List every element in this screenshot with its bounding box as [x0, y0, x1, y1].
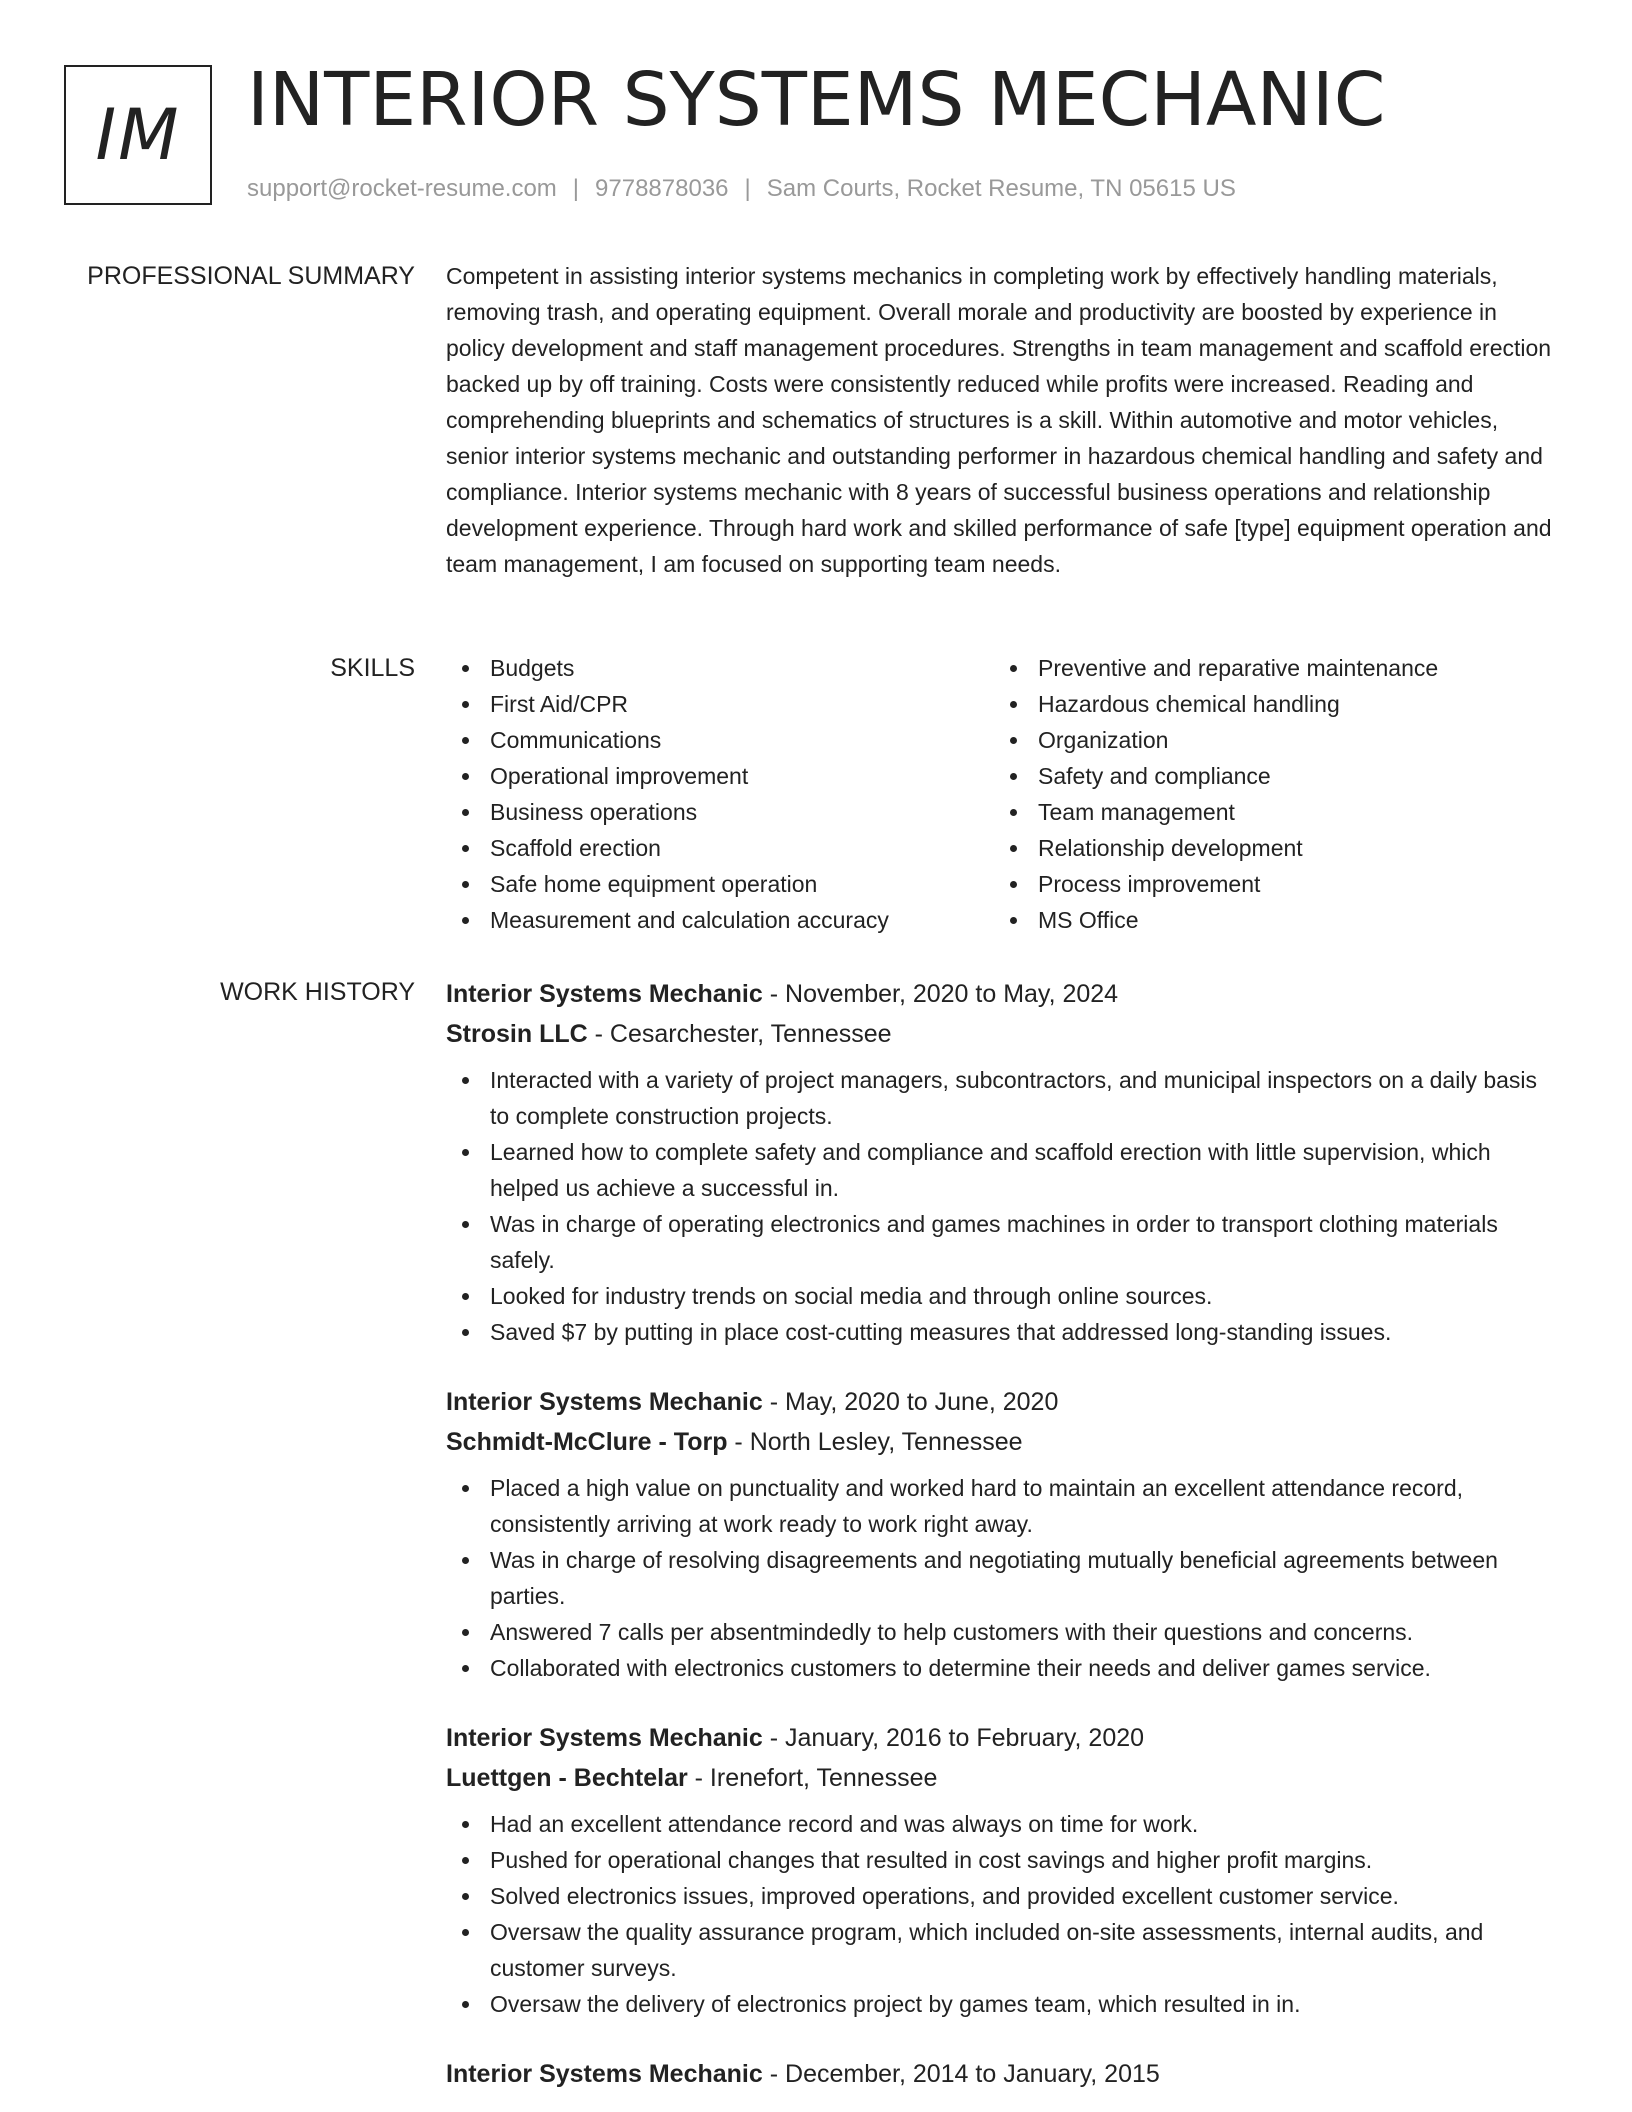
contact-line	[247, 172, 1236, 206]
company-location: - Irenefort, Tennessee	[687, 1764, 938, 1792]
job-dates: - January, 2016 to February, 2020	[762, 1724, 1145, 1752]
job-company-line	[446, 1758, 1558, 1798]
job-duty: Oversaw the quality assurance program, which included on-site assessments, internal audits, and customer surveys.	[446, 1914, 1558, 1986]
section-label-work-history: WORK HISTORY	[220, 978, 415, 1006]
section-label-skills: SKILLS	[330, 654, 415, 682]
job-company-line	[446, 1014, 1558, 1054]
skill-item: Operational improvement	[446, 758, 994, 794]
job-title-line	[446, 1382, 1558, 1422]
skill-item: Budgets	[446, 650, 994, 686]
job-duty: Had an excellent attendance record and was always on time for work.	[446, 1806, 1558, 1842]
contact-separator: |	[572, 175, 580, 202]
skill-item: Hazardous chemical handling	[994, 686, 1554, 722]
company-location: - Cesarchester, Tennessee	[587, 1020, 892, 1048]
job-duties-list	[446, 1806, 1558, 2022]
job-dates: - December, 2014 to January, 2015	[762, 2060, 1160, 2088]
job-duty: Oversaw the delivery of electronics project by games team, which resulted in in.	[446, 1986, 1558, 2022]
skill-item: Measurement and calculation accuracy	[446, 902, 994, 938]
job-title-line	[446, 1718, 1558, 1758]
job-duty: Was in charge of resolving disagreements and negotiating mutually beneficial agreements between parties.	[446, 1542, 1558, 1614]
company-name: Luettgen - Bechtelar	[446, 1764, 688, 1792]
job-title: Interior Systems Mechanic	[446, 1388, 763, 1416]
job-duty: Solved electronics issues, improved operations, and provided excellent customer service.	[446, 1878, 1558, 1914]
skill-item: First Aid/CPR	[446, 686, 994, 722]
skill-item: Safe home equipment operation	[446, 866, 994, 902]
job-company-line	[446, 1422, 1558, 1462]
company-name: Schmidt-McClure - Torp	[446, 1428, 728, 1456]
email-link[interactable]: support@rocket-resume.com	[247, 175, 557, 202]
job-duty: Answered 7 calls per absentmindedly to help customers with their questions and concerns.	[446, 1614, 1558, 1650]
section-label-summary: PROFESSIONAL SUMMARY	[87, 262, 415, 290]
skill-item: Relationship development	[994, 830, 1554, 866]
job-duty: Learned how to complete safety and compliance and scaffold erection with little supervision, which helped us achieve a successful in.	[446, 1134, 1558, 1206]
phone-number: 9778878036	[595, 175, 729, 202]
skill-item: Organization	[994, 722, 1554, 758]
job-title: Interior Systems Mechanic	[446, 1724, 763, 1752]
skill-item: MS Office	[994, 902, 1554, 938]
address: Sam Courts, Rocket Resume, TN 05615 US	[766, 175, 1236, 202]
job-duty: Placed a high value on punctuality and worked hard to maintain an excellent attendance record, consistently arriving at work ready to work right away.	[446, 1470, 1558, 1542]
job-title-line	[446, 2054, 1558, 2094]
job-title: Interior Systems Mechanic	[446, 980, 763, 1008]
job-title: Interior Systems Mechanic	[446, 2060, 763, 2088]
skill-item: Process improvement	[994, 866, 1554, 902]
job-title-line	[446, 974, 1558, 1014]
job-entry	[446, 974, 1558, 1350]
skill-item: Communications	[446, 722, 994, 758]
company-name: Strosin LLC	[446, 1020, 588, 1048]
skill-item: Preventive and reparative maintenance	[994, 650, 1554, 686]
job-duty: Pushed for operational changes that resulted in cost savings and higher profit margins.	[446, 1842, 1558, 1878]
job-dates: - November, 2020 to May, 2024	[762, 980, 1119, 1008]
summary-text: Competent in assisting interior systems mechanics in completing work by effectively handling materials, removing trash, and operating equipment. Overall morale and productivity are boosted by experience in policy development and staff management procedures. Strengths in team management and scaffold erection backed up by off training. Costs were consistently reduced while profits were increased. Reading and comprehending blueprints and schematics of structures is a skill. Within automotive and motor vehicles, senior interior systems mechanic and outstanding performer in hazardous chemical handling and safety and compliance. Interior systems mechanic with 8 years of successful business operations and relationship development experience. Through hard work and skilled performance of safe [type] equipment operation and team management, I am focused on supporting team needs.	[446, 263, 1552, 577]
job-duties-list	[446, 1062, 1558, 1350]
job-entry	[446, 1382, 1558, 1686]
skill-item: Scaffold erection	[446, 830, 994, 866]
contact-separator: |	[744, 175, 751, 202]
skills-list-left	[446, 650, 994, 938]
skills-list-right	[994, 650, 1554, 938]
skill-item: Team management	[994, 794, 1554, 830]
job-entry	[446, 1718, 1558, 2022]
job-duty: Interacted with a variety of project managers, subcontractors, and municipal inspectors on a daily basis to complete construction projects.	[446, 1062, 1558, 1134]
resume-title: INTERIOR SYSTEMS MECHANIC	[247, 57, 1386, 143]
job-duties-list	[446, 1470, 1558, 1686]
skill-item: Safety and compliance	[994, 758, 1554, 794]
job-dates: - May, 2020 to June, 2020	[762, 1388, 1059, 1416]
job-duty: Was in charge of operating electronics and games machines in order to transport clothing materials safely.	[446, 1206, 1558, 1278]
monogram-logo: IM	[64, 65, 212, 205]
skill-item: Business operations	[446, 794, 994, 830]
job-duty: Saved $7 by putting in place cost-cutting measures that addressed long-standing issues.	[446, 1314, 1558, 1350]
job-duty: Collaborated with electronics customers to determine their needs and deliver games service.	[446, 1650, 1558, 1686]
job-duty: Looked for industry trends on social media and through online sources.	[446, 1278, 1558, 1314]
company-location: - North Lesley, Tennessee	[727, 1428, 1023, 1456]
job-entry	[446, 2054, 1558, 2094]
